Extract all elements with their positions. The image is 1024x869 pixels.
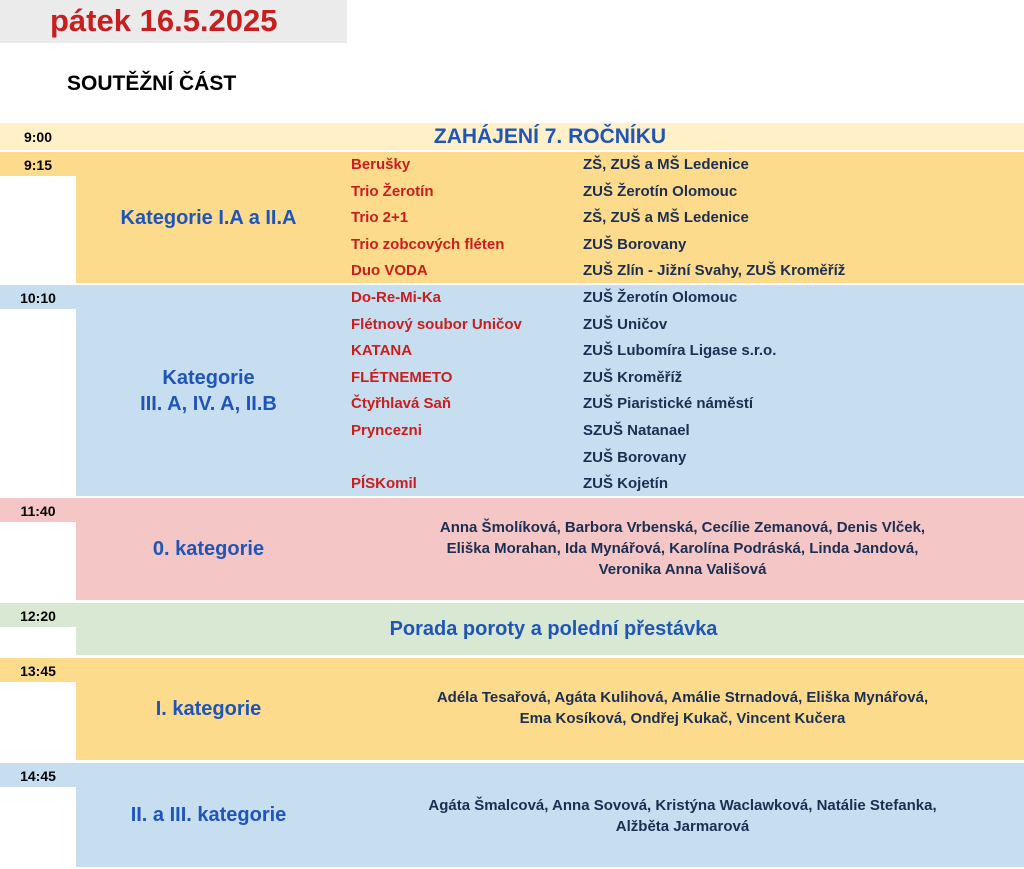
section-title: SOUTĚŽNÍ ČÁST: [67, 72, 237, 95]
block2-category-line2: III. A, IV. A, II.B: [140, 392, 277, 415]
block2-category: [76, 285, 341, 496]
school-name: ZUŠ Žerotín Olomouc: [583, 289, 738, 306]
time-label-block2: 10:10: [20, 289, 56, 306]
time-label-block3: 11:40: [20, 502, 56, 519]
ensemble-name: FLÉTNEMETO: [351, 368, 453, 386]
school-name: ZUŠ Piaristické náměstí: [583, 395, 754, 413]
block4-category: I. kategorie: [155, 698, 262, 720]
school-name: ZUŠ Zlín - Jižní Svahy, ZUŠ Kroměříž: [583, 262, 846, 280]
school-name: ZUŠ Borovany: [583, 448, 687, 466]
block5-participants: [351, 795, 1014, 837]
ensemble-name: PÍSKomil: [351, 475, 417, 493]
participants-line: Anna Šmolíková, Barbora Vrbenská, Cecílie Zemanová, Denis Vlček,: [439, 519, 926, 536]
ensemble-name: Čtyřhlavá Saň: [351, 395, 452, 413]
school-name: ZŠ, ZUŠ a MŠ Ledenice: [583, 209, 749, 227]
ensemble-name: Do-Re-Mi-Ka: [351, 289, 441, 306]
school-name: ZUŠ Kroměříž: [583, 368, 683, 386]
ensemble-name: Trio 2+1: [351, 209, 409, 227]
school-name: SZUŠ Natanael: [583, 421, 690, 439]
ensemble-name: Trio zobcových fléten: [351, 235, 505, 253]
block2-schools: [583, 285, 1013, 498]
time-label-block1: 9:15: [23, 156, 53, 173]
block2-ensembles: [351, 285, 576, 498]
block2-category-line1: Kategorie: [162, 366, 255, 389]
opening-title: ZAHÁJENÍ 7. ROČNÍKU: [433, 124, 667, 148]
time-label-break: 12:20: [20, 607, 56, 624]
participants-line: Eliška Morahan, Ida Mynářová, Karolína Podráská, Linda Jandová,: [446, 540, 919, 557]
participants-line: Adéla Tesařová, Agáta Kulihová, Amálie Strnadová, Eliška Mynářová,: [436, 689, 929, 706]
time-label-block4: 13:45: [20, 662, 56, 679]
block1-ensembles: [351, 152, 576, 285]
block1-category: Kategorie I.A a II.A: [120, 206, 297, 229]
ensemble-name: Duo VODA: [351, 262, 428, 280]
school-name: ZUŠ Kojetín: [583, 475, 668, 493]
participants-line: Alžběta Jarmarová: [615, 818, 750, 835]
ensemble-name: Flétnový soubor Uničov: [351, 315, 522, 333]
school-name: ZUŠ Lubomíra Ligase s.r.o.: [583, 342, 777, 360]
participants-line: Agáta Šmalcová, Anna Sovová, Kristýna Waclawková, Natálie Stefanka,: [428, 797, 937, 814]
block1-schools: [583, 152, 1013, 285]
time-label-block5: 14:45: [20, 767, 56, 784]
school-name: ZŠ, ZUŠ a MŠ Ledenice: [583, 156, 749, 173]
school-name: ZUŠ Borovany: [583, 235, 687, 253]
school-name: ZUŠ Žerotín Olomouc: [583, 182, 738, 200]
break-title: Porada poroty a polední přestávka: [389, 617, 718, 640]
date-title: pátek 16.5.2025: [50, 3, 278, 38]
ensemble-name: KATANA: [351, 342, 413, 360]
block3-participants: [351, 517, 1014, 580]
ensemble-name: [351, 445, 576, 472]
time-label-opening: 9:00: [0, 125, 76, 148]
school-name: ZUŠ Uničov: [583, 315, 668, 333]
block5-category: II. a III. kategorie: [130, 804, 287, 826]
participants-line: Veronika Anna Vališová: [598, 561, 767, 578]
block3-category: 0. kategorie: [152, 538, 265, 560]
ensemble-name: Trio Žerotín: [351, 182, 434, 200]
participants-line: Ema Kosíková, Ondřej Kukač, Vincent Kučera: [519, 710, 846, 727]
ensemble-name: Berušky: [351, 156, 411, 173]
block4-participants: [351, 687, 1014, 729]
ensemble-name: Pryncezni: [351, 421, 422, 439]
